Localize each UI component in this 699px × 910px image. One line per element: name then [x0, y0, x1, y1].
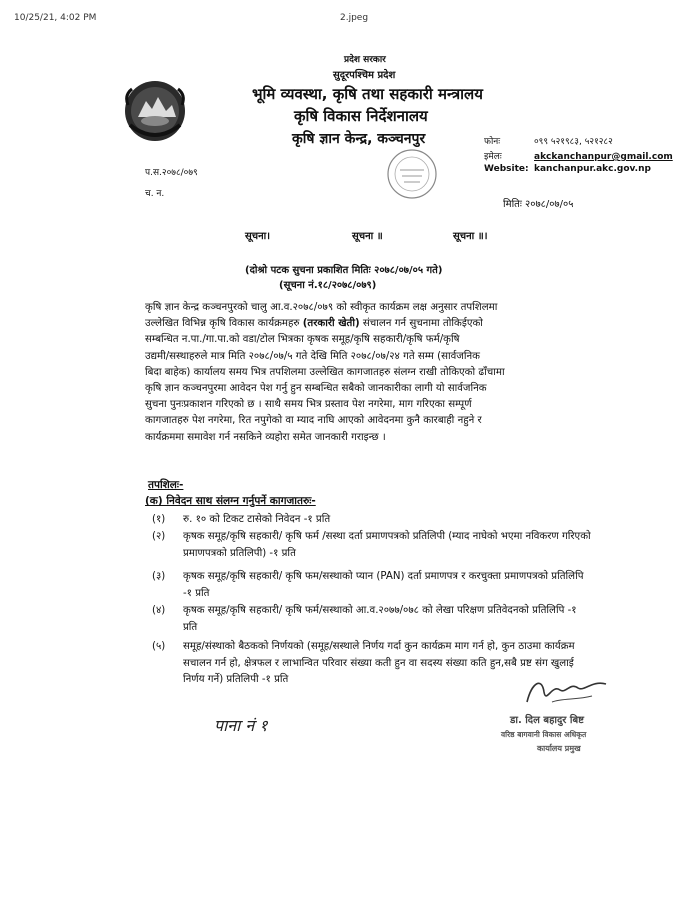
body-paragraph — [145, 300, 556, 446]
website-label: Website: — [484, 164, 529, 174]
body-line-2 — [145, 316, 556, 332]
item-text: कृषक समूह/कृषि सहकारी/ कृषि फर्म /सस्था दर्ता प्रमाणपत्रको प्रतिलिपी (म्याद नाघेको भएमा नविकरण गरिएको प्रमाणपत्रको प्रतिलिपी) -१ प्रति — [183, 531, 591, 559]
email-label: इमेलः — [484, 152, 502, 162]
print-filename: 2.jpeg — [340, 13, 369, 23]
office-stamp-icon — [386, 148, 438, 200]
subtitle-notice-number: (सूचना नं.१८/२०७८/०७९) — [279, 280, 377, 291]
item-number: (४) — [152, 605, 166, 616]
notice-1: सूचना। — [245, 231, 271, 242]
list-item — [152, 569, 592, 603]
body-line-7: सुचना पुनःप्रकाशन गरिएको छ । साथै समय भित्र प्रस्ताव पेश नगरेमा, माग गरिएका सम्पूर्ण — [145, 399, 472, 411]
contact-email — [484, 149, 673, 162]
phone-label: फोनः — [484, 137, 501, 147]
handwritten-page-number: पाना नं १ — [214, 716, 268, 735]
contact-phone — [484, 134, 613, 147]
contact-website — [484, 164, 651, 174]
chalani-number: च. न. — [145, 189, 165, 199]
item-text: कृषक समूह/कृषि सहकारी/ कृषि फर्म/सस्थाको आ.व.२०७७/०७८ को लेखा परिक्षण प्रतिवेदनको प्रतिलिपि -१ प्रति — [183, 605, 577, 633]
signatory-name: डा. दिल बहादुर बिष्ट — [510, 715, 585, 726]
item-text: समूह/संस्थाको बैठकको निर्णयको (समूह/सस्थाले निर्णय गर्दा कुन कार्यक्रम माग गर्न हो, कुन ठाउमा कार्यक्रम सचालन गर्न हो, क्षेत्रफल र लाभान्वित परिवार संख्या कती हुन वा सदस्य संख्या कति हुन,सबै प्रष्ट संग खुलाई निर्णय गर्ने) प्रतिलिपी -१ प्रति — [183, 641, 575, 685]
nepal-emblem-icon — [120, 75, 190, 147]
list-item — [152, 529, 592, 563]
email-link[interactable]: akckanchanpur@gmail.com — [534, 152, 673, 162]
body-line-8: कागजातहरु पेश नगरेमा, रित नपुगेको वा म्याद नाघि आएको आवेदनमा कुनै कारबाही नहुने र — [145, 415, 482, 427]
item-number: (१) — [152, 514, 166, 525]
website-link[interactable]: kanchanpur.akc.gov.np — [534, 164, 651, 174]
print-datetime: 10/25/21, 4:02 PM — [14, 13, 97, 23]
header-line-1: प्रदेश सरकार — [344, 55, 386, 65]
document-date: मितिः २०७८/०७/०५ — [503, 199, 574, 210]
body-line-2-pre: उल्लेखित विभिन्न कृषि विकास कार्यक्रमहरु — [145, 318, 303, 330]
signatory-office: कार्यालय प्रमुख — [537, 744, 581, 753]
list-item — [152, 603, 592, 637]
item-number: (३) — [152, 571, 166, 582]
body-line-4: उद्यमी/सस्थाहरुले मात्र मिति २०७८/०७/५ गते देखि मिति २०७८/०७/२४ गते सम्म (सार्वजनिक — [145, 350, 480, 362]
section-heading: (क) निवेदन साथ संलग्न गर्नुपर्ने कागजातरुः- — [145, 495, 316, 507]
list-item — [152, 512, 562, 528]
header-office: कृषि ज्ञान केन्द्र, कञ्चनपुर — [292, 131, 426, 147]
body-line-5: बिदा बाहेक) कार्यालय समय भित्र तपशिलमा उल्लेखित कागजातहरु संलग्न राखी तोकिएको ढाँचामा — [145, 366, 505, 378]
body-line-2-post: संचालन गर्न सुचनामा तोकिईएको — [359, 318, 483, 330]
item-text: कृषक समूह/कृषि सहकारी/ कृषि फम/सस्थाको प्यान (PAN) दर्ता प्रमाणपत्र र करचुक्ता प्रमाणपत्रको प्रतिलिपि -१ प्रति — [183, 571, 584, 599]
body-line-6: कृषि ज्ञान कञ्चनपुरमा आवेदन पेश गर्नु हुन सम्बन्धित सबैको जानकारीका लागी यो सार्वजनिक — [145, 383, 487, 395]
header-line-2: सुदूरपश्चिम प्रदेश — [333, 70, 396, 81]
notice-3: सूचना ॥। — [453, 231, 488, 242]
body-line-2-bold: (तरकारी खेती) — [302, 318, 360, 330]
item-text: रु. १० को टिकट टासेको निवेदन -१ प्रति — [183, 514, 331, 525]
subtitle-publish-date: (दोश्रो पटक सुचना प्रकाशित मितिः २०७८/०७/०५ गते) — [245, 265, 443, 276]
signature-icon — [522, 672, 612, 712]
body-line-1: कृषि ज्ञान केन्द्र कञ्चनपुरको चालु आ.व.२०७८/०७९ को स्वीकृत कार्यक्रम लक्ष अनुसार तपशिलमा — [145, 302, 498, 313]
phone-value: ०९९ ५२१९८३, ५२१२८२ — [534, 137, 613, 147]
patra-sankhya: प.स.२०७८/०७९ — [145, 168, 198, 178]
notice-2: सूचना ॥ — [352, 231, 383, 242]
header-directorate: कृषि विकास निर्देशनालय — [294, 107, 428, 125]
item-number: (५) — [152, 641, 166, 652]
tapasil-heading: तपशिलः- — [148, 479, 184, 491]
signatory-title: वरिष्ठ बागवानी विकास अधिकृत — [501, 730, 587, 739]
body-line-9: कार्यक्रममा समावेश गर्न नसकिने व्यहोरा समेत जानकारी गराइन्छ । — [145, 431, 386, 443]
item-number: (२) — [152, 531, 166, 542]
body-line-3: सम्बन्धित न.पा./गा.पा.को वडा/टोल भित्रका कृषक समूह/कृषि सहकारी/कृषि फर्म/कृषि — [145, 334, 460, 346]
header-ministry: भूमि व्यवस्था, कृषि तथा सहकारी मन्त्रालय — [252, 85, 483, 103]
